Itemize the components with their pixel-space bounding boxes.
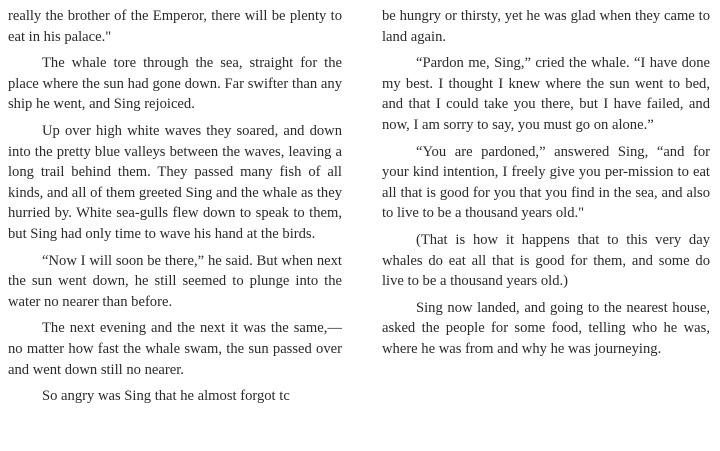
paragraph: The next evening and the next it was the same,—no matter how fast the whale swam, the sun passed over and went down still no nearer.	[8, 320, 342, 378]
paragraph: So angry was Sing that he almost forgot tc	[42, 388, 290, 405]
paragraph: Sing now landed, and going to the nearest house, asked the people for some food, telling who he was, where he was from and why he was journeying.	[382, 299, 710, 357]
right-page	[382, 6, 710, 366]
paragraph: really the brother of the Emperor, there will be plenty to eat in his palace."	[8, 8, 342, 45]
page-gutter	[360, 0, 361, 451]
paragraph: Up over high white waves they soared, and down into the pretty blue valleys between the waves, leaving a long trail behind them. They passed many fish of all kinds, and all of them greeted Sing and the whale as they hurried by. White sea-gulls flew down to speak to them, but Sing had only time to wave his hand at the birds.	[8, 122, 342, 242]
paragraph: be hungry or thirsty, yet he was glad when they came to land again.	[382, 8, 710, 45]
left-page	[8, 6, 342, 413]
paragraph: “Pardon me, Sing,” cried the whale. “I have done my best. I thought I knew where the sun went to bed, and that I could take you there, but I have failed, and now, I am sorry to say, you must go on alone.”	[382, 55, 710, 133]
paragraph: “Now I will soon be there,” he said. But when next the sun went down, he still seemed to plunge into the water no nearer than before.	[8, 252, 342, 310]
paragraph: “You are pardoned,” answered Sing, “and for your kind intention, I freely give you per-mission to eat all that is good for you that you find in the sea, and also to live to be a thousand years old."	[382, 143, 710, 222]
paragraph: The whale tore through the sea, straight for the place where the sun had gone down. Far swifter than any ship he went, and Sing rejoiced.	[8, 55, 342, 113]
paragraph: (That is how it happens that to this very day whales do eat all that is good for them, and some do live to be a thousand years old.)	[382, 231, 710, 290]
